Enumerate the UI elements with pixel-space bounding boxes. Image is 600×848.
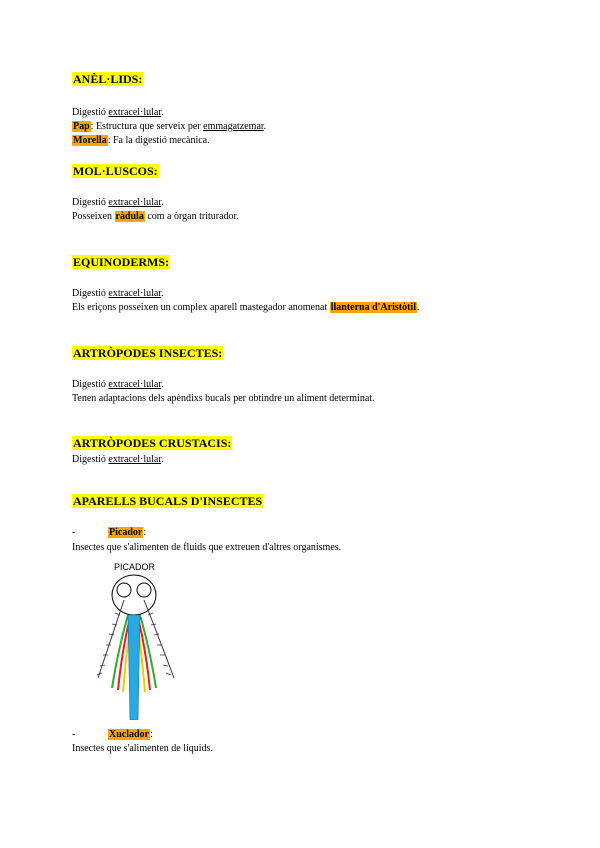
- bullet-dash: -: [72, 527, 76, 538]
- anelids-line-3: [72, 134, 210, 147]
- underlined-term: extracel·lular: [108, 107, 162, 118]
- underlined-term: extracel·lular: [108, 379, 162, 390]
- picador-mouthparts-figure: [84, 560, 194, 720]
- text: .: [263, 121, 267, 132]
- heading-text: ARTRÒPODES INSECTES:: [73, 346, 223, 360]
- equinoderms-line-2: [72, 301, 419, 314]
- underlined-term: extracel·lular: [108, 454, 162, 465]
- underlined-term: extracel·lular: [108, 197, 162, 208]
- text: : Estructura que serveix per: [90, 121, 204, 132]
- heading-text: ARTRÒPODES CRUSTACIS:: [73, 436, 232, 450]
- text: com a òrgan triturador.: [144, 211, 239, 222]
- anelids-line-2: [72, 120, 266, 133]
- text: Posseixen: [72, 211, 115, 222]
- heading-crustacis: [72, 436, 232, 451]
- heading-molluscos: [72, 164, 159, 179]
- text: :: [150, 729, 153, 740]
- xuclador-description: Insectes que s'alimenten de líquids.: [72, 743, 213, 754]
- text: Digestió: [72, 454, 109, 465]
- underlined-term: emmagatzemar: [203, 121, 264, 132]
- xuclador-item: [108, 728, 153, 741]
- text: .: [161, 197, 164, 208]
- text: Digestió: [72, 107, 109, 118]
- heading-anelids: [72, 72, 143, 87]
- equinoderms-line-1: [72, 287, 164, 300]
- underlined-term: extracel·lular: [108, 288, 162, 299]
- molluscos-line-1: [72, 196, 164, 209]
- text: Els eriçons posseixen un complex aparell mastegador anomenat: [72, 302, 330, 313]
- text: Digestió: [72, 288, 109, 299]
- insectes-line-2: [72, 392, 375, 405]
- bullet-dash: -: [72, 729, 76, 740]
- anelids-line-1: [72, 106, 164, 119]
- highlight-term: Morella: [73, 135, 107, 146]
- molluscos-line-2: [72, 210, 239, 223]
- highlight-term: Picador: [109, 527, 143, 538]
- text: Digestió: [72, 379, 109, 390]
- text: .: [161, 454, 164, 465]
- text: .: [161, 379, 164, 390]
- picador-description: Insectes que s'alimenten de fluids que extreuen d'altres organismes.: [72, 542, 342, 553]
- heading-aparells-bucals: [72, 494, 263, 509]
- insectes-line-1: [72, 378, 164, 391]
- text: .: [416, 302, 420, 313]
- heading-text: APARELLS BUCALS D'INSECTES: [73, 494, 263, 508]
- text: Digestió: [72, 197, 109, 208]
- picador-item: [108, 526, 146, 539]
- figure-caption: PICADOR: [114, 562, 156, 572]
- text: .: [161, 107, 164, 118]
- text: .: [161, 288, 164, 299]
- highlight-term: llanterna d'Aristòtil: [330, 302, 416, 313]
- text: Tenen adaptacions dels apèndixs bucals per obtindre un aliment determinat.: [72, 393, 375, 404]
- heading-insectes: [72, 346, 223, 361]
- highlight-term: ràdula: [115, 211, 144, 222]
- text: :: [143, 527, 147, 538]
- highlight-term: Xuclador: [109, 729, 149, 740]
- heading-text: EQUINODERMS:: [73, 255, 170, 269]
- crustacis-line-1: [72, 453, 164, 466]
- text: : Fa la digestió mecànica.: [107, 135, 210, 146]
- heading-equinoderms: [72, 255, 170, 270]
- highlight-term: Pap: [73, 121, 90, 132]
- heading-text: ANÈL·LIDS:: [73, 72, 143, 86]
- heading-text: MOL·LUSCOS:: [73, 164, 158, 178]
